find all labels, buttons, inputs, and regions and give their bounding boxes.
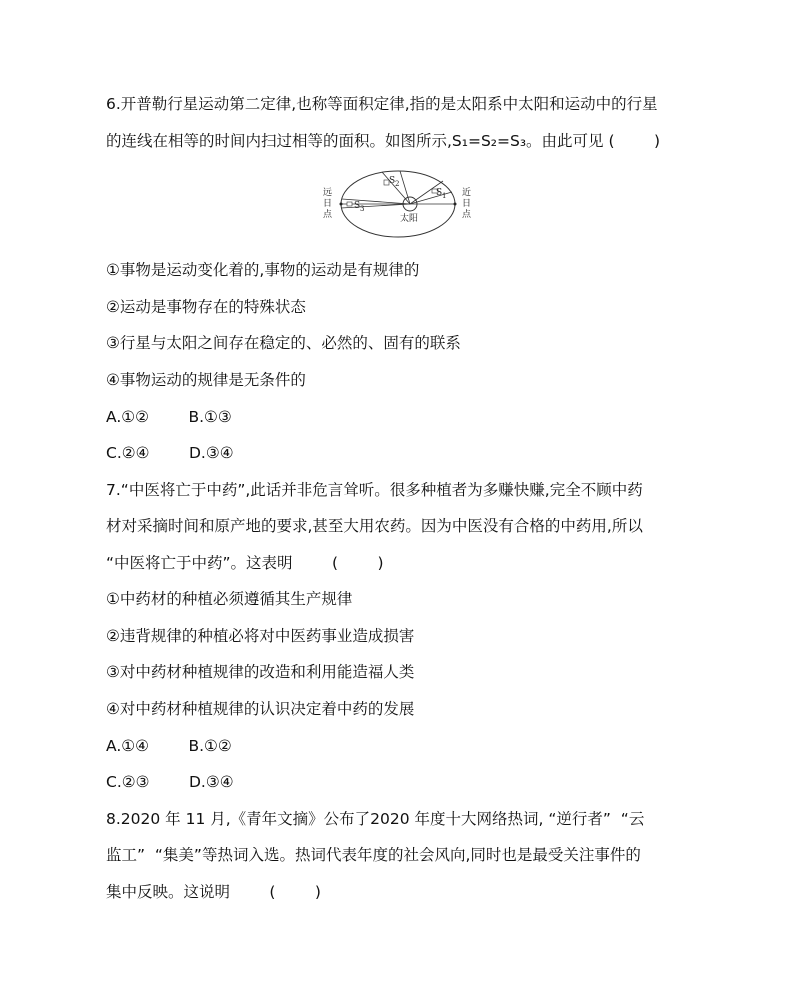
q6-option-1: ①事物是运动变化着的,事物的运动是有规律的 <box>106 261 420 279</box>
kepler-orbit-diagram <box>318 168 478 240</box>
perihelion-label-2: 日 <box>462 199 472 209</box>
q8-stem-line-1: 8.2020 年 11 月,《青年文摘》公布了2020 年度十大网络热词, “逆行者” “云 <box>106 810 645 828</box>
q7-answers-ab: A.①④ B.①② <box>106 737 232 755</box>
svg-text:3: 3 <box>360 205 365 213</box>
q7-option-2: ②违背规律的种植必将对中医药事业造成损害 <box>106 627 415 645</box>
q7-option-4: ④对中药材种植规律的认识决定着中药的发展 <box>106 700 415 718</box>
q6-answers-ab: A.①② B.①③ <box>106 408 232 426</box>
perihelion-label-3: 点 <box>462 210 472 220</box>
sun-label: 太阳 <box>400 214 419 224</box>
q6-stem-line-2: 的连线在相等的时间内扫过相等的面积。如图所示,S₁=S₂=S₃。由此可见 ( ) <box>106 132 660 150</box>
q7-answers-cd: C.②③ D.③④ <box>106 773 234 791</box>
svg-text:2: 2 <box>395 180 400 188</box>
q6-option-2: ②运动是事物存在的特殊状态 <box>106 298 306 316</box>
q7-stem-line-3: “中医将亡于中药”。这表明 ( ) <box>106 554 384 572</box>
q8-stem-line-3: 集中反映。这说明 ( ) <box>106 883 321 901</box>
q6-option-4: ④事物运动的规律是无条件的 <box>106 371 306 389</box>
q6-stem-line-1: 6.开普勒行星运动第二定律,也称等面积定律,指的是太阳系中太阳和运动中的行星 <box>106 95 658 113</box>
q7-stem-line-2: 材对采摘时间和原产地的要求,甚至大用农药。因为中医没有合格的中药用,所以 <box>106 517 643 535</box>
q7-option-3: ③对中药材种植规律的改造和利用能造福人类 <box>106 663 415 681</box>
q8-stem-line-2: 监工” “集美”等热词入选。热词代表年度的社会风向,同时也是最受关注事件的 <box>106 846 641 864</box>
perihelion-label-1: 近 <box>462 188 472 198</box>
aphelion-label-2: 日 <box>323 199 333 209</box>
q7-stem-line-1: 7.“中医将亡于中药”,此话并非危言耸听。很多种植者为多赚快赚,完全不顾中药 <box>106 481 643 499</box>
aphelion-label-3: 点 <box>323 210 333 220</box>
s2-label: S <box>389 176 396 186</box>
aphelion-label-1: 远 <box>323 188 333 198</box>
s1-label: S <box>436 188 443 198</box>
s3-label: S <box>354 201 361 211</box>
q6-option-3: ③行星与太阳之间存在稳定的、必然的、固有的联系 <box>106 334 461 352</box>
svg-text:1: 1 <box>442 192 447 200</box>
q7-option-1: ①中药材的种植必须遵循其生产规律 <box>106 590 353 608</box>
q6-answers-cd: C.②④ D.③④ <box>106 444 234 462</box>
